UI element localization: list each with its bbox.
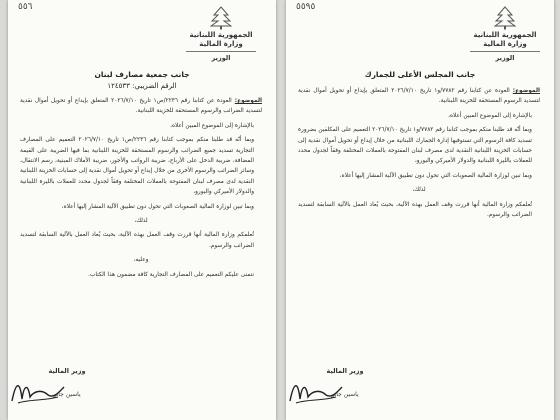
letterhead-divider — [470, 51, 540, 52]
letterhead-republic: الجمهورية اللبنانية — [189, 31, 253, 39]
letterhead-ministry: وزارة المالية — [483, 40, 527, 48]
letterhead-minister: الوزير — [495, 54, 515, 62]
signature-title: وزير المالية — [48, 367, 86, 375]
therefore-line: لذلك، — [134, 218, 148, 225]
subject-line — [298, 86, 540, 107]
cedar-emblem-icon — [210, 6, 232, 30]
paragraph-1: وبما أنّه قد طلبنا منكم بموجب كتابنا رقم ٢٢٣٦/ص١ تاريخ ٢٠٢٦/٧/١٠ التعميم على المصارف التجارية تسديد جميع الضرائب والرسوم المستحقة للخزينة اللبنانية بما فيها الضريبة على القيمة المضافة، ضريبة الدخل على الأرباح، ضريبة الرواتب والأجور، ضريبة الأملاك المبنية، رسم الانتقال، وسائر الضرائب والرسوم الأخرى من خلال إيداع أو تحويل أموال نقدية إلى حسابات الخزينة اللبنانية النقدية لدى مصرف لبنان المفتوحة بالعملات المختلفة وفقاً لجدول محدد للعملات بالليرة اللبنانية والدولار الأميركي واليورو، — [20, 137, 254, 196]
signature-title: وزير المالية — [326, 367, 364, 375]
tax-number: الرقم الضريبي: ١٢٤٥٣٣ — [107, 82, 177, 90]
paragraph-3: تُعلمكم وزارة المالية أنها قررت وقف العمل بهذه الآلية، بحيث يُعاد العمل بالآلية السابقة لتسديد الضرائب والرسوم. — [298, 201, 532, 219]
therefore-line: لذلك، — [412, 187, 426, 194]
addressee: جانب جمعية مصارف لبنان — [94, 70, 190, 79]
letter-left — [8, 0, 276, 420]
letterhead-minister: الوزير — [211, 54, 231, 62]
paragraph-3: تُعلمكم وزارة المالية أنها قررت وقف العمل بهذه الآلية، بحيث يُعاد العمل بالآلية السابقة لتسديد الضرائب والرسوم. — [20, 232, 254, 249]
subject-text: العودة عن كتابنا رقم ٧٧٨٢/و١ تاريخ ٢٠٢٦/٧/١٠ المتعلق بإيداع أو تحويل أموال نقدية لتسديد الرسوم المستحقة للخزينة اللبنانية. — [298, 88, 540, 105]
cedar-emblem-icon — [494, 6, 516, 30]
paragraph-2: وبما تبين لوزارة المالية الصعوبات التي تحول دون تطبيق الآلية المشار إليها أعلاه، — [61, 203, 254, 210]
signature-block — [290, 367, 400, 398]
letterhead — [180, 6, 262, 63]
letter-right — [286, 0, 554, 420]
reference-line: بالإشارة إلى الموضوع المبين أعلاه، — [170, 122, 254, 129]
signature-name: ياسين جابر — [53, 391, 81, 398]
subject-label: الموضوع: — [234, 98, 262, 104]
paragraph-2: وبما تبين لوزارة المالية الصعوبات التي تحول دون تطبيق الآلية المشار إليها أعلاه، — [339, 172, 532, 179]
paragraph-1: وبما أنّه قد طلبنا منكم بموجب كتابنا رقم ٧٧٨٢/و١ تاريخ ٢٠٢٦/٧/١٠ التعميم على المكلفين بضرورة تسديد كافة الرسوم التي تستوفيها إدارة الجمارك اللبنانية من خلال إيداع أو تحويل أموال نقدية إلى حسابات الخزينة اللبنانية النقدية لدى مصرف لبنان المفتوحة بالعملات المختلفة وفقاً لجدول محدد للعملات بالليرة اللبنانية والدولار الأميركي واليورو، — [298, 127, 532, 165]
signature-name: ياسين جابر — [331, 391, 359, 398]
letterhead-republic: الجمهورية اللبنانية — [473, 31, 537, 39]
letterhead-ministry: وزارة المالية — [199, 40, 243, 48]
signature-block — [12, 367, 122, 398]
paragraph-4: نتمنى عليكم التعميم على المصارف التجارية كافة مضمون هذا الكتاب. — [88, 271, 254, 278]
letterhead-divider — [186, 51, 256, 52]
handwritten-signature — [286, 377, 346, 407]
handwritten-signature — [8, 377, 68, 407]
reference-line: بالإشارة إلى الموضوع المبين أعلاه، — [448, 112, 532, 119]
subject-text: العودة عن كتابنا رقم ٢٢٣٦/ص١ تاريخ ٢٠٢٦/٧/١٠ المتعلق بإيداع أو تحويل أموال نقدية لتسديد الضرائب والرسوم المستحقة للخزينة اللبنانية. — [20, 98, 262, 115]
reference-number: ٥٥٩٥ — [296, 2, 316, 12]
subject-line — [20, 96, 262, 117]
letter-body — [20, 96, 262, 284]
accordingly-line: وعليه، — [133, 257, 149, 264]
letter-body — [298, 86, 540, 224]
reference-number: ٥٥٦ — [18, 2, 33, 12]
subject-label: الموضوع: — [512, 88, 540, 94]
addressee: جانب المجلس الأعلى للجمارك — [364, 70, 476, 79]
letterhead — [464, 6, 546, 63]
